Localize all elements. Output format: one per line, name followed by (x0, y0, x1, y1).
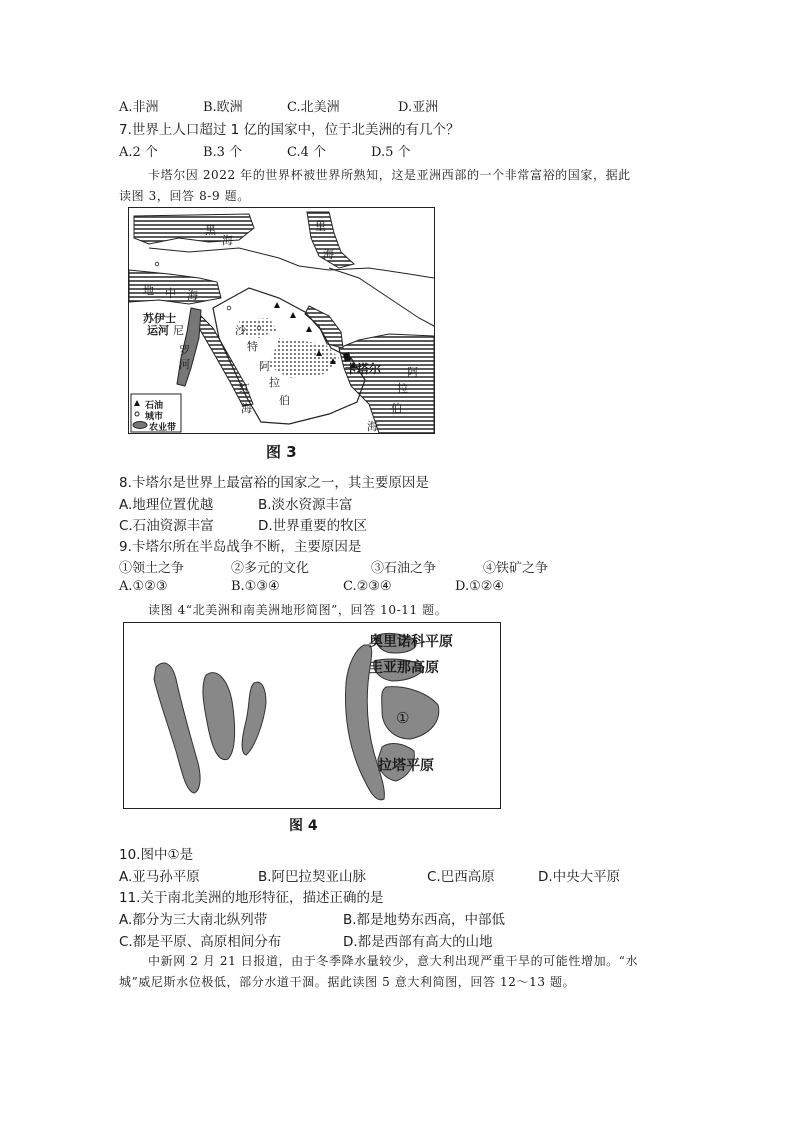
q7-option-a: A.2 个 (119, 145, 158, 160)
q11-option-a: A.都分为三大南北纵列带 (119, 912, 268, 928)
north-america-appalachians (242, 682, 266, 755)
q7-option-c: C.4 个 (287, 145, 327, 160)
label-sand-5: 伯 (279, 394, 290, 407)
q9-option-d: D.①②④ (455, 579, 505, 594)
label-nile-2: 罗 (179, 344, 190, 357)
q9-option-a: A.①②③ (119, 579, 168, 594)
q7-option-b: B.3 个 (203, 145, 243, 160)
label-orinoco-plain: 奥里诺科平原 (369, 634, 453, 650)
q9-choice-4: ④铁矿之争 (483, 561, 549, 576)
label-black-sea-1: 黑 (205, 224, 216, 237)
label-qatar: 卡塔尔 (345, 362, 382, 376)
q7-option-d: D.5 个 (371, 145, 411, 160)
q6-option-c: C.北美洲 (287, 100, 340, 115)
intro-10-11: 读图 4“北美洲和南美洲地形简图”，回答 10-11 题。 (148, 603, 448, 617)
label-med-1: 地 (143, 284, 154, 297)
label-marker-1: ① (396, 709, 410, 727)
label-laplata-plain: 拉塔平原 (378, 758, 434, 774)
q10-option-a: A.亚马孙平原 (119, 869, 200, 885)
south-america-brazil-plateau (382, 687, 439, 739)
q11-stem: 11.关于南北美洲的地形特征，描述正确的是 (119, 890, 384, 906)
north-america-western-mountains (154, 663, 200, 793)
figure3-caption: 图 3 (266, 443, 297, 461)
label-med-2: 中 (165, 287, 176, 300)
land-outline-iran (329, 268, 434, 326)
legend-agri-icon (133, 422, 147, 429)
label-suez-2: 运河 (147, 324, 169, 337)
legend-city-label: 城市 (145, 412, 164, 422)
arabian-sea (339, 334, 434, 433)
label-caspian-2: 海 (323, 248, 334, 261)
q9-choice-1: ①领土之争 (119, 561, 185, 576)
legend-city-icon (135, 412, 139, 416)
label-guiana-highland: 圭亚那高原 (369, 660, 439, 676)
q8-stem: 8.卡塔尔是世界上最富裕的国家之一，其主要原因是 (119, 475, 429, 491)
q10-stem: 10.图中①是 (119, 847, 194, 863)
black-sea (134, 214, 254, 244)
land-outline-north (149, 248, 434, 278)
label-red-sea-1: 红 (239, 382, 250, 395)
label-med-3: 海 (187, 289, 198, 302)
q9-choice-2: ②多元的文化 (231, 561, 310, 576)
q6-option-b: B.欧洲 (203, 100, 243, 115)
intro-12-13-line1: 中新网 2 月 21 日报道，由于冬季降水量较少，意大利出现严重干旱的可能性增加。“水 (148, 954, 639, 968)
q9-choice-3: ③石油之争 (371, 561, 437, 576)
q8-option-d: D.世界重要的牧区 (258, 518, 368, 534)
q10-option-b: B.阿巴拉契亚山脉 (258, 869, 367, 885)
q6-option-a: A.非洲 (119, 100, 159, 115)
label-black-sea-2: 海 (222, 234, 233, 247)
intro-8-9-line1: 卡塔尔因 2022 年的世界杯被世界所熟知，这是亚洲西部的一个非常富裕的国家，据此 (148, 168, 631, 182)
figure4-map (123, 622, 501, 809)
q9-option-b: B.①③④ (231, 579, 280, 594)
label-red-sea-2: 海 (241, 402, 252, 415)
q11-option-b: B.都是地势东西高，中部低 (343, 912, 506, 928)
label-arab-sea-1: 阿 (407, 366, 418, 379)
label-sand-3: 阿 (259, 360, 270, 373)
label-nile-3: 河 (179, 358, 190, 371)
label-sand-2: 特 (247, 340, 258, 353)
figure4-caption: 图 4 (289, 818, 318, 834)
q11-option-d: D.都是西部有高大的山地 (343, 934, 493, 950)
q6-option-d: D.亚洲 (398, 100, 439, 115)
intro-8-9-line2: 读图 3，回答 8-9 题。 (119, 189, 250, 203)
q8-option-c: C.石油资源丰富 (119, 518, 214, 534)
label-arab-sea-3: 伯 (391, 402, 402, 415)
label-sand-1: 沙 (235, 324, 246, 337)
label-suez-1: 苏伊士 (143, 312, 176, 325)
intro-12-13-line2: 城”威尼斯水位极低，部分水道干涸。据此读图 5 意大利简图，回答 12～13 题。 (119, 975, 576, 989)
north-america-central-plain (203, 673, 235, 760)
label-arab-sea-2: 拉 (397, 382, 408, 395)
persian-gulf (305, 306, 343, 348)
legend-agri-label: 农业带 (149, 423, 177, 433)
label-sand-4: 拉 (269, 376, 280, 389)
label-caspian-1: 里 (315, 220, 326, 233)
label-arab-sea-4: 海 (367, 420, 378, 433)
q8-option-a: A.地理位置优越 (119, 497, 214, 513)
label-nile-1: 尼 (173, 324, 184, 337)
q7-stem: 7.世界上人口超过 1 亿的国家中，位于北美洲的有几个？ (119, 122, 460, 138)
q10-option-d: D.中央大平原 (538, 869, 621, 885)
q8-option-b: B.淡水资源丰富 (258, 497, 353, 513)
q9-stem: 9.卡塔尔所在半岛战争不断，主要原因是 (119, 539, 362, 555)
q9-option-c: C.②③④ (343, 579, 392, 594)
figure3-map (128, 207, 435, 434)
legend-oil-label: 石油 (145, 401, 164, 411)
q11-option-c: C.都是平原、高原相间分布 (119, 934, 282, 950)
q10-option-c: C.巴西高原 (427, 869, 495, 885)
